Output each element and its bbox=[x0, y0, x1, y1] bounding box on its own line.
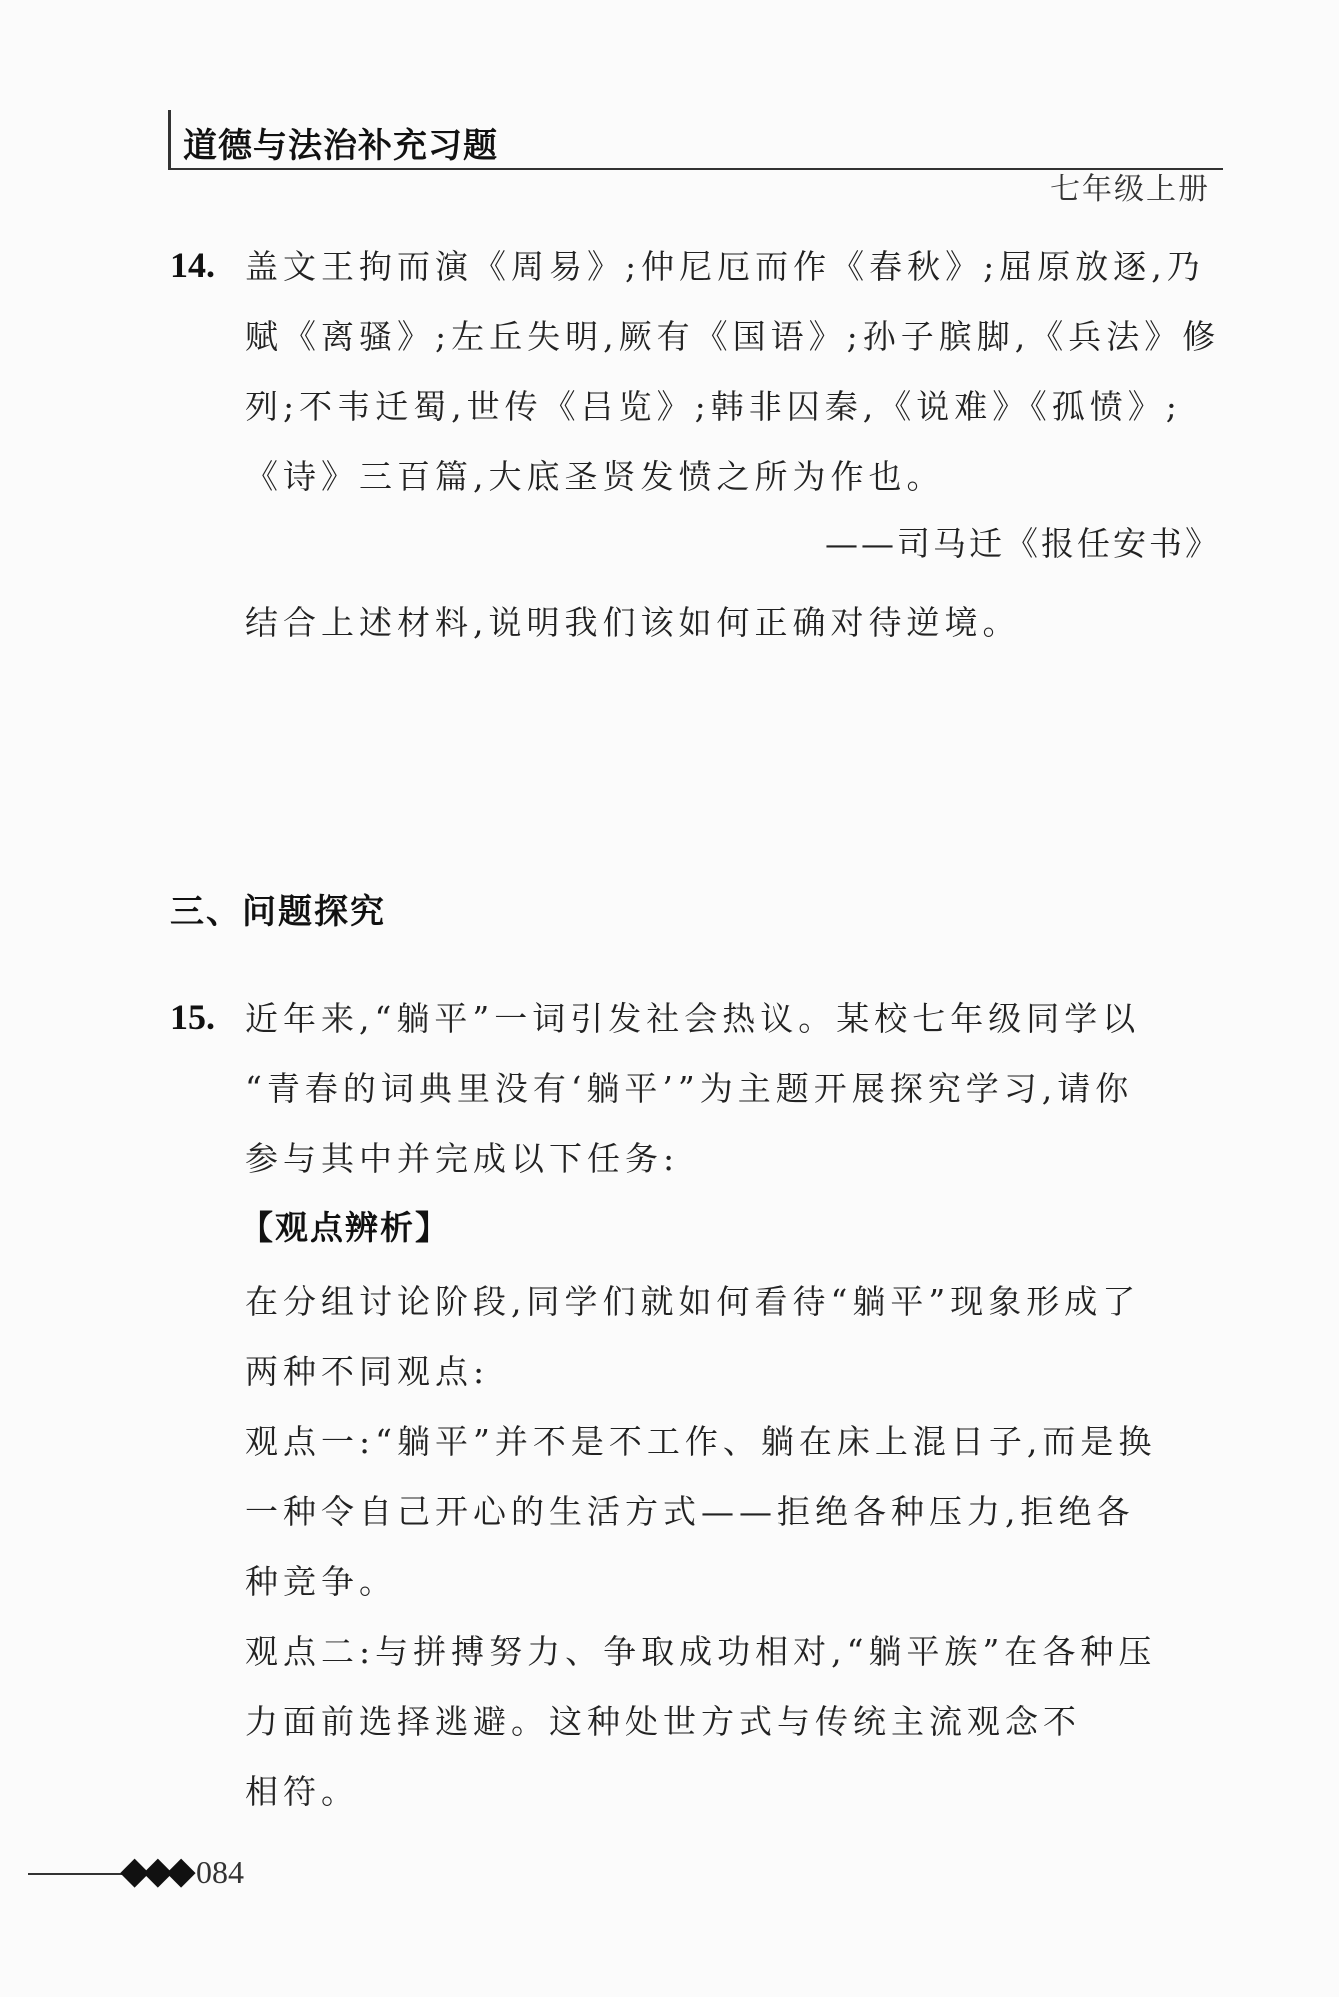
intro-line: “青春的词典里没有‘躺平’”为主题开展探究学习,请你 bbox=[245, 1069, 1134, 1108]
body-line: 力面前选择逃避。这种处世方式与传统主流观念不 bbox=[245, 1702, 1081, 1741]
body-line: 相符。 bbox=[245, 1772, 359, 1811]
question-14-prompt bbox=[245, 588, 1225, 658]
question-15-intro bbox=[245, 984, 1225, 1194]
section-heading: 三、问题探究 bbox=[170, 892, 386, 932]
question-15-body bbox=[245, 1267, 1225, 1827]
grade-label: 七年级上册 bbox=[1050, 172, 1210, 207]
body-line: 观点二:与拼搏努力、争取成功相对,“躺平族”在各种压 bbox=[245, 1632, 1157, 1671]
body-line: 观点一:“躺平”并不是不工作、躺在床上混日子,而是换 bbox=[245, 1422, 1157, 1461]
quote-attribution: ——司马迁《报任安书》 bbox=[825, 524, 1221, 563]
quote-line: 盖文王拘而演《周易》;仲尼厄而作《春秋》;屈原放逐,乃 bbox=[245, 247, 1205, 286]
body-line: 在分组讨论阶段,同学们就如何看待“躺平”现象形成了 bbox=[245, 1282, 1141, 1321]
quote-line: 赋《离骚》;左丘失明,厥有《国语》;孙子膑脚,《兵法》修 bbox=[245, 317, 1221, 356]
body-line: 两种不同观点: bbox=[245, 1352, 490, 1391]
prompt-line: 结合上述材料,说明我们该如何正确对待逆境。 bbox=[245, 603, 1021, 642]
intro-line: 参与其中并完成以下任务: bbox=[245, 1139, 680, 1178]
running-header bbox=[168, 110, 1223, 170]
diamond-ornament-icon: ◆◆◆ bbox=[120, 1848, 190, 1892]
question-14-quote bbox=[245, 232, 1225, 512]
subsection-heading: 【观点辨析】 bbox=[240, 1208, 450, 1247]
quote-line: 《诗》三百篇,大底圣贤发愤之所为作也。 bbox=[245, 457, 945, 496]
quote-line: 列;不韦迁蜀,世传《吕览》;韩非囚秦,《说难》《孤愤》; bbox=[245, 387, 1182, 426]
body-line: 种竞争。 bbox=[245, 1562, 397, 1601]
intro-line: 近年来,“躺平”一词引发社会热议。某校七年级同学以 bbox=[245, 999, 1141, 1038]
question-14-number: 14. bbox=[170, 245, 215, 285]
page-number: 084 bbox=[196, 1854, 244, 1890]
body-line: 一种令自己开心的生活方式——拒绝各种压力,拒绝各 bbox=[245, 1492, 1135, 1531]
book-title: 道德与法治补充习题 bbox=[183, 126, 498, 166]
question-15-number: 15. bbox=[170, 997, 215, 1037]
